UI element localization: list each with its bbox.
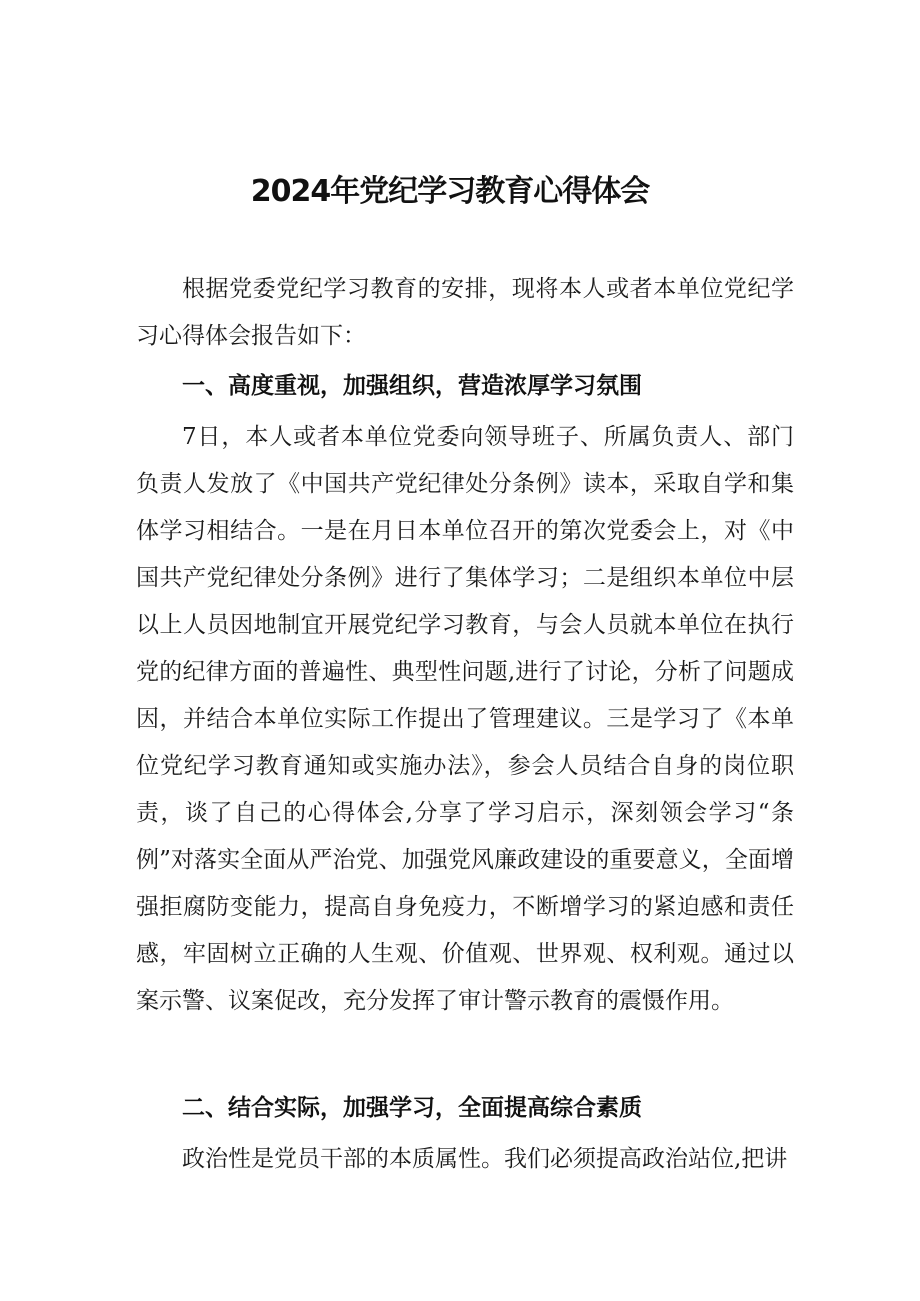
section-1-paragraph: 7日，本人或者本单位党委向领导班子、所属负责人、部门负责人发放了《中国共产党纪律处分条例》读本，采取自学和集体学习相结合。一是在月日本单位召开的第次党委会上，对《中国共产党纪律处分条例》进行了集体学习；二是组织本单位中层以上人员因地制宜开展党纪学习教育，与会人员就本单位在执行党的纪律方面的普遍性、典型性问题,进行了讨论，分析了问题成因，并结合本单位实际工作提出了管理建议。三是学习了《本单位党纪学习教育通知或实施办法》，参会人员结合自身的岗位职责，谈了自己的心得体会,分享了学习启示，深刻领会学习“条例”对落实全面从严治党、加强党风廉政建设的重要意义，全面增强拒腐防变能力，提高自身免疫力，不断增学习的紧迫感和责任感，牢固树立正确的人生观、价值观、世界观、权利观。通过以案示警、议案促改，充分发挥了审计警示教育的震慑作用。 [136,424,794,1014]
intro-paragraph: 根据党委党纪学习教育的安排，现将本人或者本单位党纪学习心得体会报告如下： [136,276,794,349]
section-1-heading: 一、高度重视，加强组织，营造浓厚学习氛围 [182,373,642,399]
section-2-heading: 二、结合实际，加强学习，全面提高综合素质 [182,1095,642,1121]
section-2-paragraph: 政治性是党员干部的本质属性。我们必须提高政治站位,把讲 [182,1146,788,1172]
document-title: 2024年党纪学习教育心得体会 [250,174,650,209]
